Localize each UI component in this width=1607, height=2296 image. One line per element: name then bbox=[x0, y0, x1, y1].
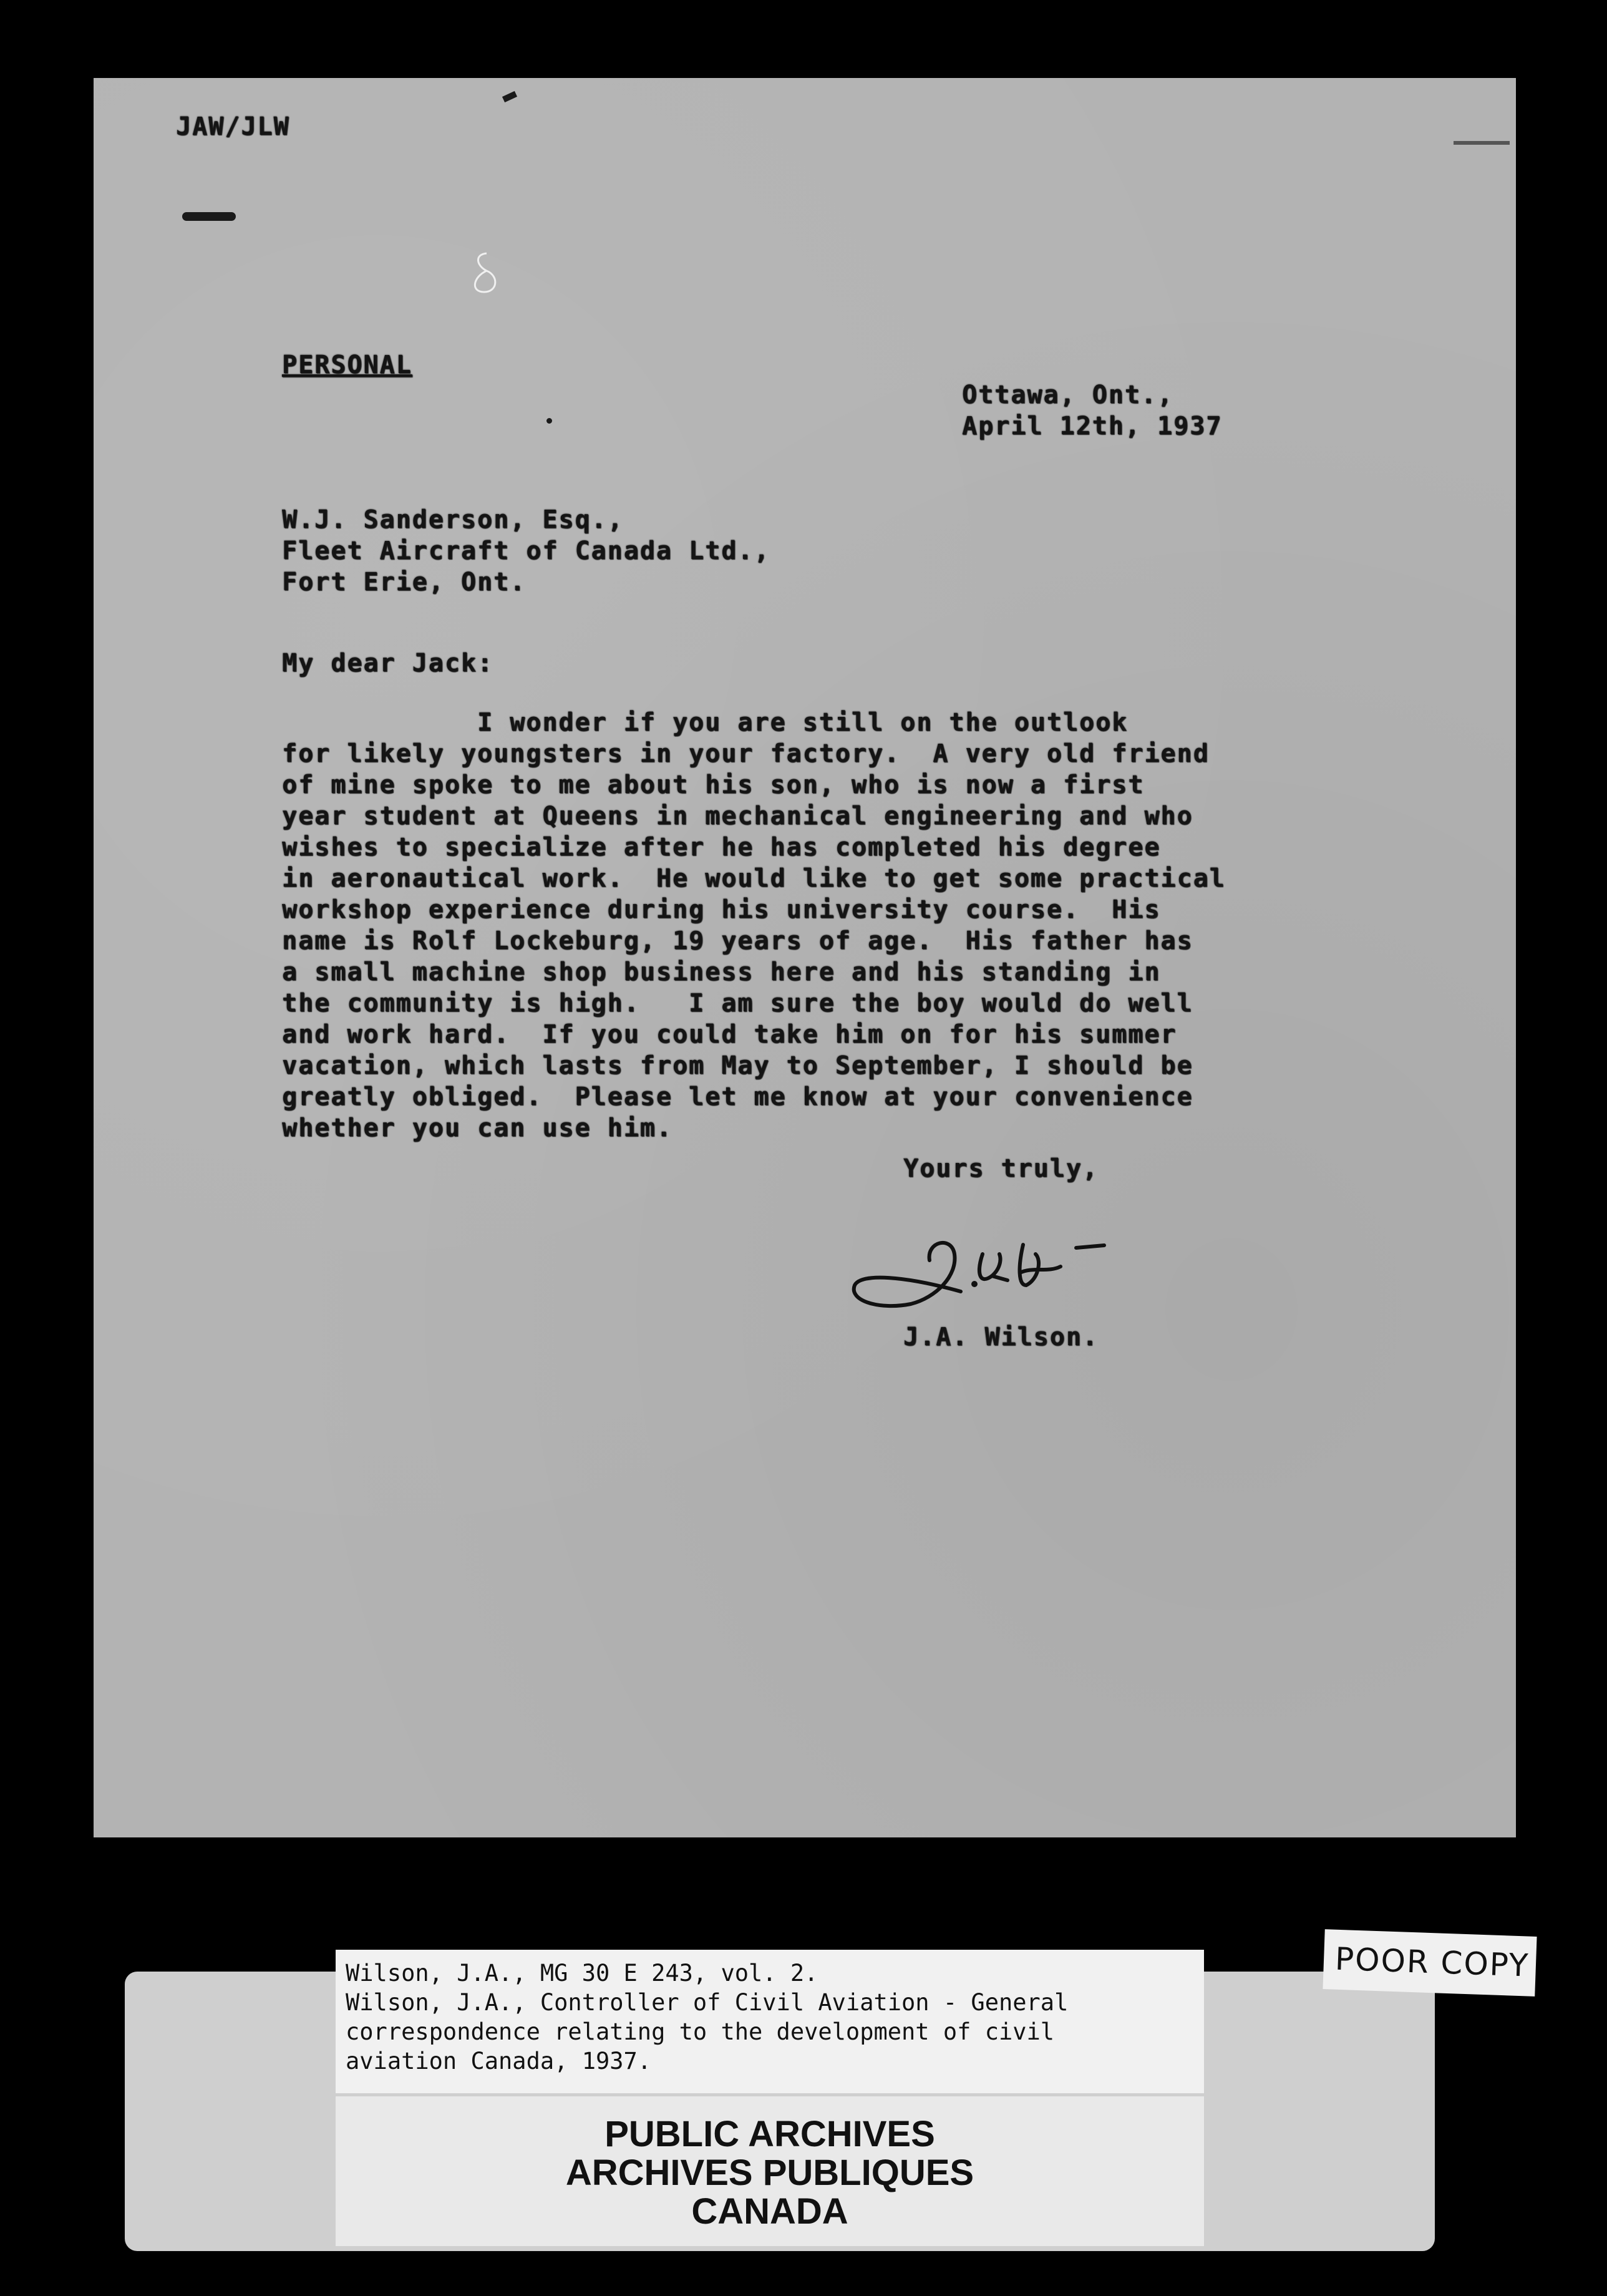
recipient-line: W.J. Sanderson, Esq., bbox=[282, 505, 624, 534]
poor-copy-note bbox=[1323, 1929, 1537, 1997]
ink-mark bbox=[1454, 141, 1510, 145]
archive-label-line: aviation Canada, 1937. bbox=[346, 2048, 652, 2075]
body-line: I wonder if you are still on the outlook bbox=[282, 708, 1129, 737]
body-line: for likely youngsters in your factory. A very old friend bbox=[282, 739, 1210, 768]
archive-stamp-line: PUBLIC ARCHIVES bbox=[604, 2114, 935, 2154]
ink-mark bbox=[546, 418, 552, 424]
salutation: My dear Jack: bbox=[282, 649, 494, 678]
body-line: greatly obliged. Please let me know at your convenience bbox=[282, 1082, 1193, 1111]
body-line: whether you can use him. bbox=[282, 1114, 672, 1142]
body-line: a small machine shop business here and his standing in bbox=[282, 958, 1161, 986]
letter-date: April 12th, 1937 bbox=[962, 412, 1223, 440]
archive-label-line: Wilson, J.A., Controller of Civil Aviation - General bbox=[346, 1989, 1069, 2016]
ink-mark bbox=[182, 212, 236, 221]
recipient-line: Fort Erie, Ont. bbox=[282, 568, 527, 596]
reference-initials: JAW/JLW bbox=[176, 112, 290, 141]
archive-label-line: correspondence relating to the development of civil bbox=[346, 2018, 1055, 2045]
body-line: wishes to specialize after he has completed his degree bbox=[282, 833, 1161, 862]
body-line: and work hard. If you could take him on for his summer bbox=[282, 1020, 1177, 1049]
recipient-line: Fleet Aircraft of Canada Ltd., bbox=[282, 537, 770, 565]
signature-name: J.A. Wilson. bbox=[903, 1323, 1099, 1351]
pencil-mark-icon bbox=[462, 248, 512, 298]
body-line: in aeronautical work. He would like to get some practical bbox=[282, 864, 1226, 893]
body-line: year student at Queens in mechanical engineering and who bbox=[282, 802, 1193, 830]
body-line: workshop experience during his university course. His bbox=[282, 895, 1161, 924]
archive-stamp-line: ARCHIVES PUBLIQUES bbox=[565, 2152, 974, 2193]
poor-copy-text: POOR COPY bbox=[1334, 1940, 1530, 1984]
body-line: of mine spoke to me about his son, who is now a first bbox=[282, 771, 1145, 799]
body-line: vacation, which lasts from May to September, I should be bbox=[282, 1051, 1193, 1080]
body-line: name is Rolf Lockeburg, 19 years of age. His father has bbox=[282, 927, 1193, 955]
archive-reference-card bbox=[336, 1950, 1204, 2093]
letter-place: Ottawa, Ont., bbox=[962, 381, 1174, 409]
body-line: the community is high. I am sure the boy would do well bbox=[282, 989, 1193, 1018]
archive-label-line: Wilson, J.A., MG 30 E 243, vol. 2. bbox=[346, 1960, 818, 1987]
closing: Yours truly, bbox=[903, 1154, 1099, 1183]
archive-stamp-line: CANADA bbox=[691, 2191, 848, 2232]
classification-heading: PERSONAL bbox=[282, 351, 412, 379]
